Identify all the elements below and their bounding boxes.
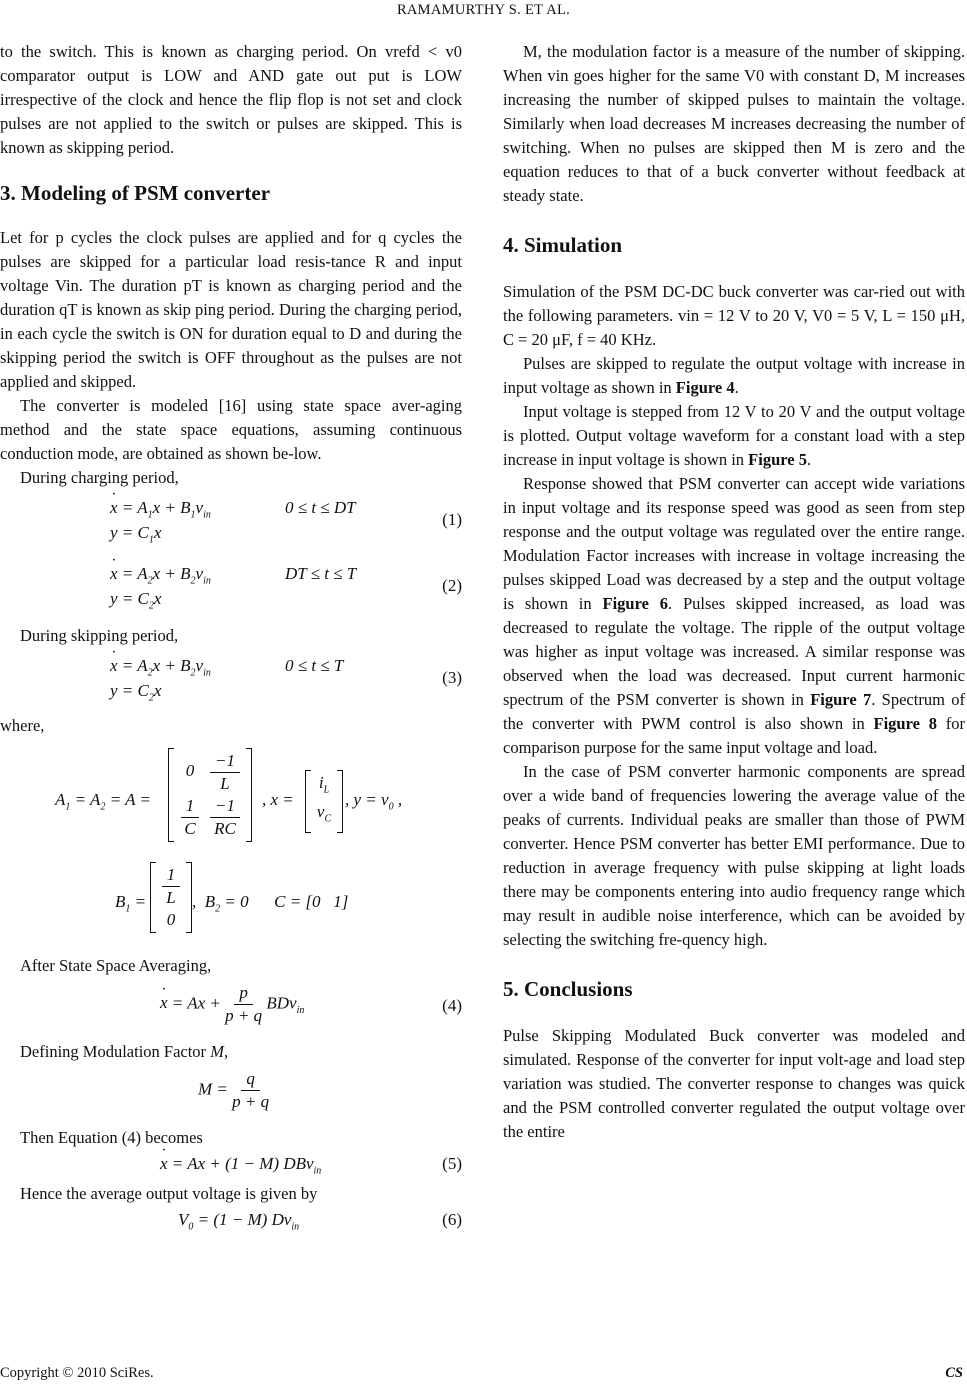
paragraph: Response showed that PSM converter can accept wide variations in input voltage and its response speed was good as seen from step response and the output voltage was regulated over the entire range. Modulation Factor increases with increase in voltage increasing the pulses skipped Load was decreased by a step and the output voltage is shown in Figure 6. Pulses skipped increased, as load was decreased to regulate the voltage. The ripple of the output voltage was higher as input voltage was increased. A similar response was observed when the load was decreased. Input current harmonic spectrum of the PSM converter is shown in Figure 7. Spectrum of the converter with PWM control is also shown in Figure 8 for comparison purpose for the same input voltage and load. — [503, 474, 965, 757]
paragraph: to the switch. This is known as charging period. On vrefd < v0 comparator output is LOW and AND gate out put is LOW irrespective of the clock and hence the flip flop is not set and clock pulses are not applied to the switch or pulses are skipped. This is known as skipping period. — [0, 42, 462, 157]
section-heading-simulation: 4. Simulation — [503, 233, 623, 257]
equation-1: ˙ $x = A_1x + B_1v_{in}$ 0 ≤ t ≤ DT $y = C_1x$ (1) — [0, 494, 462, 548]
page-footer — [0, 1365, 967, 1382]
figure-ref: Figure 6 — [602, 594, 669, 613]
equation-number: (4) — [442, 996, 462, 1015]
section-heading-modeling: 3. Modeling of PSM converter — [0, 181, 271, 205]
equation-number: (6) — [442, 1210, 462, 1229]
paragraph: Let for p cycles the clock pulses are applied and for q cycles the pulses are skipped for a particular load resis-tance R and input voltage Vin. The duration pT is known as charging period and the duration qT is known as skip ping period. During the charging period, in each cycle the switch is ON for duration equal to D and during the skipping period the switch is OFF throughout as the pulses are not applied and skipped. — [0, 228, 462, 391]
left-column — [0, 40, 462, 1234]
section-heading-conclusions: 5. Conclusions — [503, 977, 633, 1001]
paragraph: Pulse Skipping Modulated Buck converter was modeled and simulated. Response of the converter for input volt-age and load step variation was studied. The converter response to changes was quick and the PSM controlled converter regulated the output voltage over the entire — [503, 1026, 965, 1141]
paragraph: Hence the average output voltage is given by — [20, 1184, 318, 1203]
figure-ref: Figure 5 — [748, 450, 807, 469]
paragraph: Simulation of the PSM DC-DC buck converter was car-ried out with the following parameters. vin = 12 V to 20 V, V0 = 5 V, L = 150 μH, C = 20 μF, f = 40 KHz. — [503, 282, 965, 349]
equation-3: ˙ $x = A_2x + B_2v_{in}$ 0 ≤ t ≤ T $y = C_2x$ (3) — [0, 652, 462, 706]
equation-5: ˙ x = Ax + (1 − M) DBv$_{in}$ (5) — [0, 1150, 462, 1178]
paragraph: During charging period, — [20, 468, 179, 487]
journal-abbrev: CS — [945, 1365, 963, 1381]
equation-number: (1) — [442, 510, 462, 529]
matrix-definitions-b: $B_1$ = $\frac{1}{L}$ 0 , $B_2 = 0$ C = [0 1] — [0, 862, 462, 946]
paragraph: The converter is modeled [16] using state space aver-aging method and the state space equations, assuming continuous conduction mode, are obtained as shown be-low. — [0, 396, 462, 463]
paragraph: where, — [0, 716, 45, 735]
equation-number: (5) — [442, 1154, 462, 1173]
paragraph: Then Equation (4) becomes — [20, 1128, 203, 1147]
equation-number: (3) — [442, 668, 462, 687]
equation-m: M = $\frac{q}{p + q}$ — [198, 1069, 270, 1111]
figure-ref: Figure 8 — [873, 714, 937, 733]
paragraph: During skipping period, — [20, 626, 179, 645]
paragraph: Defining Modulation Factor M, — [20, 1042, 229, 1061]
figure-ref: Figure 7 — [810, 690, 872, 709]
right-column — [503, 40, 965, 1144]
equation-6: $V_0 = (1 - M)$ $Dv_{in}$ (6) — [178, 1210, 462, 1233]
paragraph: Input voltage is stepped from 12 V to 20 V and the output voltage is plotted. Output voltage waveform for a constant load with a step increase in input voltage is shown in Figure 5. — [503, 402, 965, 469]
equation-number: (2) — [442, 576, 462, 595]
equation-4: ˙ x = Ax + $\frac{p}{p + q}$ BDv$_{in}$ (4) — [0, 978, 462, 1034]
running-head: RAMAMURTHY S. ET AL. — [396, 2, 571, 18]
figure-ref: Figure 4 — [675, 378, 735, 397]
matrix-definitions-a: $A_1 = A_2 = A$ = 0 $\frac{-1}{L}$ $\frac{1}{C}$ $\frac{-1}{RC}$ , x = $i_L$ $v_C$ , $y = v_0$ , — [0, 748, 462, 858]
equation-2: ˙ $x = A_2x + B_2v_{in}$ DT ≤ t ≤ T $y = C_2x$ (2) — [0, 560, 462, 614]
paragraph: Pulses are skipped to regulate the output voltage with increase in input voltage as shown in Figure 4. — [503, 354, 965, 397]
paragraph: M, the modulation factor is a measure of the number of skipping. When vin goes higher for the same V0 with constant D, M increases increasing the number of skipped pulses to maintain the voltage. Similarly when load decreases M increases decreasing the number of switching. When no pulses are skipped then M is zero and the equation reduces to that of a buck converter without feedback at steady state. — [503, 42, 965, 205]
paragraph: After State Space Averaging, — [20, 956, 212, 975]
copyright: Copyright © 2010 SciRes. — [0, 1365, 154, 1381]
paragraph: In the case of PSM converter harmonic components are spread over a wide band of frequencies lowering the average value of the peaks of currents. Individual peaks are smaller than those of PWM converter. Hence PSM converter has better EMI performance. Due to reduction in average frequency with pulse skipping at light loads there may be components entering into audio frequency range which may result in audible noise interference, which can be avoided by selecting the switching fre-quency high. — [503, 762, 965, 949]
